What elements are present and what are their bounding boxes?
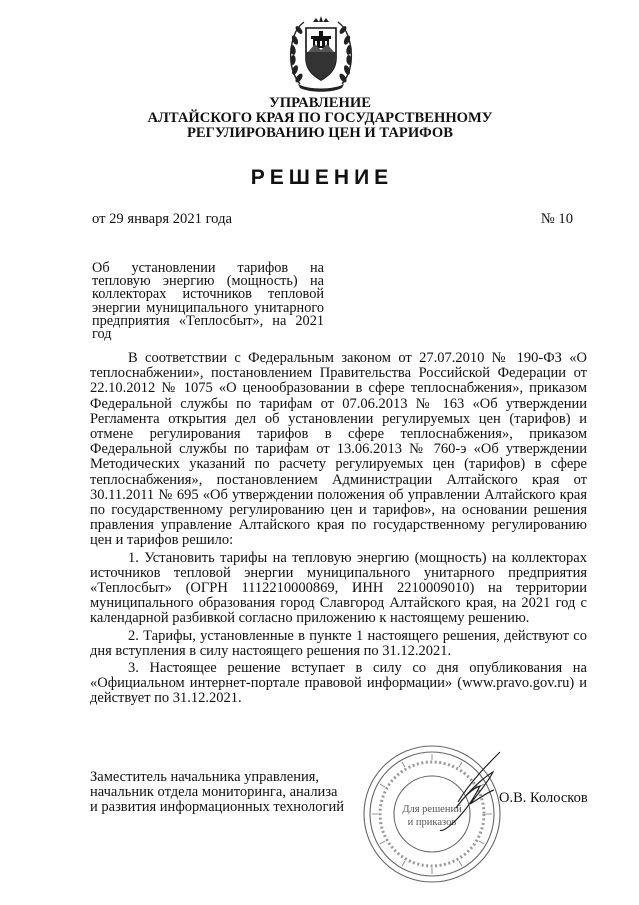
- document-date: от 29 января 2021 года: [92, 211, 232, 227]
- document-body: [90, 351, 587, 709]
- signatory-position: [90, 770, 344, 816]
- header-line-1: УПРАВЛЕНИЕ: [269, 95, 371, 111]
- clause-3-paragraph: 3. Настоящее решение вступает в силу со дня опубликования на «Официальном интернет-портале правовой информации» (www.pravo.gov.ru) и действует по 31.12.2021.: [90, 660, 587, 707]
- signatory-position-line-1: Заместитель начальника управления,: [90, 769, 320, 785]
- stamp-line-1: Для решений: [402, 804, 462, 815]
- signatory-position-line-2: начальник отдела мониторинга, анализа: [90, 784, 338, 801]
- document-type-title: РЕШЕНИЕ: [250, 166, 394, 189]
- signatory-name: О.В. Колосков: [499, 790, 588, 806]
- issuing-authority-header: [80, 96, 560, 141]
- header-line-2: АЛТАЙСКОГО КРАЯ ПО ГОСУДАРСТВЕННОМУ: [147, 110, 493, 126]
- stamp-line-2: и приказов: [407, 817, 457, 828]
- preamble-paragraph: В соответствии с Федеральным законом от 27.07.2010 № 190-ФЗ «О теплоснабжении», постановлением Правительства Российской Федерации от 22.10.2012 № 1075 «О ценообразовании в сфере теплоснабжения», приказом Федеральной службы по тарифам от 07.06.2013 № 163 «Об утверждении Регламента открытия дел об установлении регулируемых цен (тарифов) и отмене регулирования тарифов в сфере теплоснабжения», приказом Федеральной службы по тарифам от 13.06.2013 № 760-э «Об утверждении Методических указаний по расчету регулируемых цен (тарифов) в сфере теплоснабжения», постановлением Администрации Алтайского края от 30.11.2011 № 695 «Об утверждении положения об управлении Алтайского края по государственному регулированию цен и тарифов», на основании решения правления управление Алтайского края по государственному регулированию цен и тарифов решило:: [90, 350, 587, 549]
- document-number: № 10: [540, 211, 573, 227]
- clause-2-paragraph: 2. Тарифы, установленные в пункте 1 настоящего решения, действуют со дня вступления в силу настоящего решения по 31.12.2021.: [90, 627, 587, 659]
- document-subject: Об установлении тарифов на тепловую энергию (мощность) на коллекторах источников тепловой энергии муниципального унитарного предприятия «Теплосбыт», на 2021 год: [92, 260, 324, 343]
- official-stamp: [360, 742, 505, 887]
- coat-of-arms-emblem: [286, 14, 356, 92]
- clause-1-paragraph: 1. Установить тарифы на тепловую энергию (мощность) на коллекторах источников тепловой энергии муниципального унитарного предприятия «Теплосбыт» (ОГРН 1112210000869, ИНН 2210009010) на территории муниципального образования город Славгород Алтайского края, на 2021 год с календарной разбивкой согласно приложению к настоящему решению.: [90, 549, 587, 627]
- header-line-3: РЕГУЛИРОВАНИЮ ЦЕН И ТАРИФОВ: [187, 125, 453, 141]
- signatory-position-line-3: и развития информационных технологий: [90, 799, 345, 816]
